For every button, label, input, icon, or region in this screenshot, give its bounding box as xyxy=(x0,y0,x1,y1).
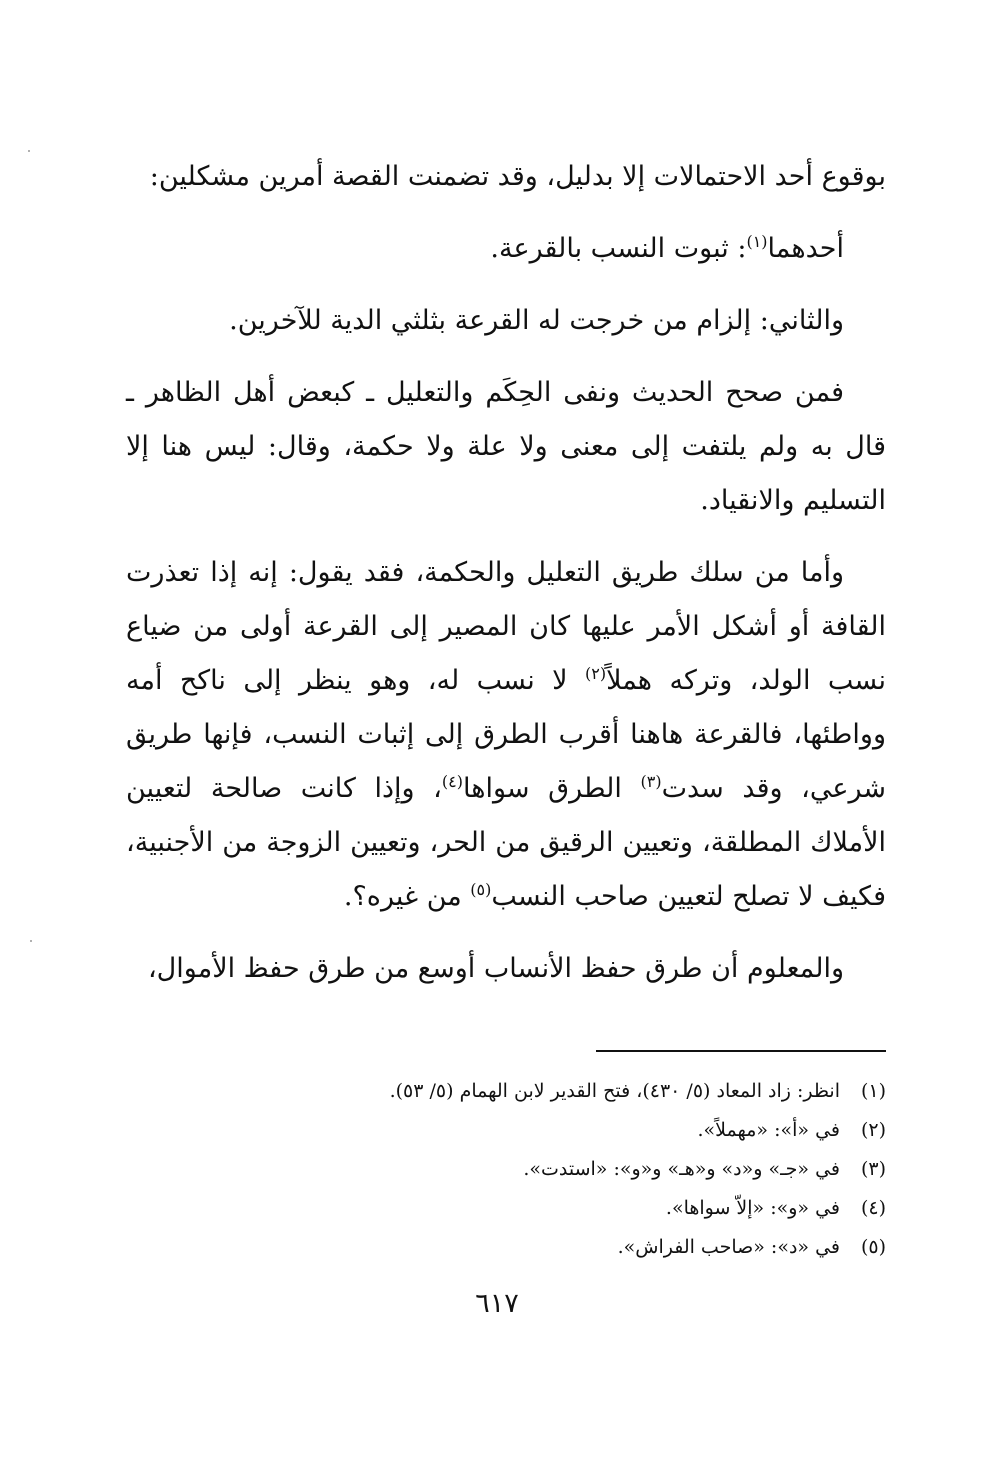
footnote-number: (٣) xyxy=(860,1158,886,1180)
paragraph-text: الطرق سواها xyxy=(462,773,641,804)
paragraph-text: والمعلوم أن طرق حفظ الأنساب أوسع من طرق حفظ الأموال، xyxy=(147,953,844,984)
footnote xyxy=(126,1189,886,1228)
paragraph-text: والثاني: إلزام من خرجت له القرعة بثلثي الدية للآخرين. xyxy=(229,305,844,336)
footnote-reference: (٥) xyxy=(470,880,492,899)
footnote-separator xyxy=(596,1050,886,1052)
page-number: ٦١٧ xyxy=(475,1288,519,1319)
footnote xyxy=(126,1228,886,1267)
paragraph-text: ، وإذا كانت صالحة لتعيين الأملاك المطلقة، وتعيين الرقيق من الحر، وتعيين الزوجة من الأجنبية، فكيف لا تصلح لتعيين صاحب النسب xyxy=(126,773,886,912)
scan-speck xyxy=(28,150,30,152)
footnote-text: في «أ»: «مهملاً». xyxy=(697,1119,840,1141)
paragraph-text: من غيره؟. xyxy=(343,881,471,912)
footnotes xyxy=(126,1072,886,1267)
footnote-text: انظر: زاد المعاد (٥/ ٤٣٠)، فتح القدير لابن الهمام (٥/ ٥٣). xyxy=(389,1080,840,1102)
paragraph xyxy=(126,366,886,528)
paragraph xyxy=(126,222,886,276)
paragraph-text: لا نسب له، وهو ينظر إلى ناكح أمه وواطئها، فالقرعة هاهنا أقرب الطرق إلى إثبات النسب، فإنها طريق شرعي، وقد سدت xyxy=(126,665,886,804)
footnote-reference: (٢) xyxy=(584,664,607,683)
footnote xyxy=(126,1072,886,1111)
paragraph-text: بوقوع أحد الاحتمالات إلا بدليل، وقد تضمنت القصة أمرين مشكلين: xyxy=(149,161,886,192)
paragraph xyxy=(126,942,886,996)
footnote-text: في «د»: «صاحب الفراش». xyxy=(617,1236,840,1258)
paragraph-text: وأما من سلك طريق التعليل والحكمة، فقد يقول: إنه إذا تعذرت القافة أو أشكل الأمر عليها كان المصير إلى القرعة أولى من ضياع نسب الولد، وتركه هملاً xyxy=(126,557,887,696)
footnote xyxy=(126,1111,886,1150)
paragraph xyxy=(126,546,886,924)
footnote-reference: (١) xyxy=(746,232,768,251)
footnote-reference: (٣) xyxy=(640,772,662,791)
paragraph-text: أحدهما xyxy=(767,233,844,264)
footnote-number: (٢) xyxy=(860,1119,886,1141)
footnote-number: (٤) xyxy=(860,1197,886,1219)
footnote xyxy=(126,1150,886,1189)
paragraph xyxy=(126,150,886,204)
main-text xyxy=(126,150,886,1014)
footnote-number: (٥) xyxy=(860,1236,886,1258)
footnote-reference: (٤) xyxy=(441,772,463,791)
paragraph xyxy=(126,294,886,348)
footnote-text: في «و»: «إلاّ سواها». xyxy=(665,1197,840,1219)
footnote-number: (١) xyxy=(860,1080,886,1102)
paragraph-text: فمن صحح الحديث ونفى الحِكَم والتعليل ـ كبعض أهل الظاهر ـ قال به ولم يلتفت إلى معنى ولا علة ولا حكمة، وقال: ليس هنا إلا التسليم والانقياد. xyxy=(126,377,886,516)
footnote-text: في «جـ» و«د» و«هـ» و«و»: «استدت». xyxy=(523,1158,840,1180)
paragraph-text: : ثبوت النسب بالقرعة. xyxy=(490,233,747,264)
scan-speck xyxy=(30,940,32,942)
